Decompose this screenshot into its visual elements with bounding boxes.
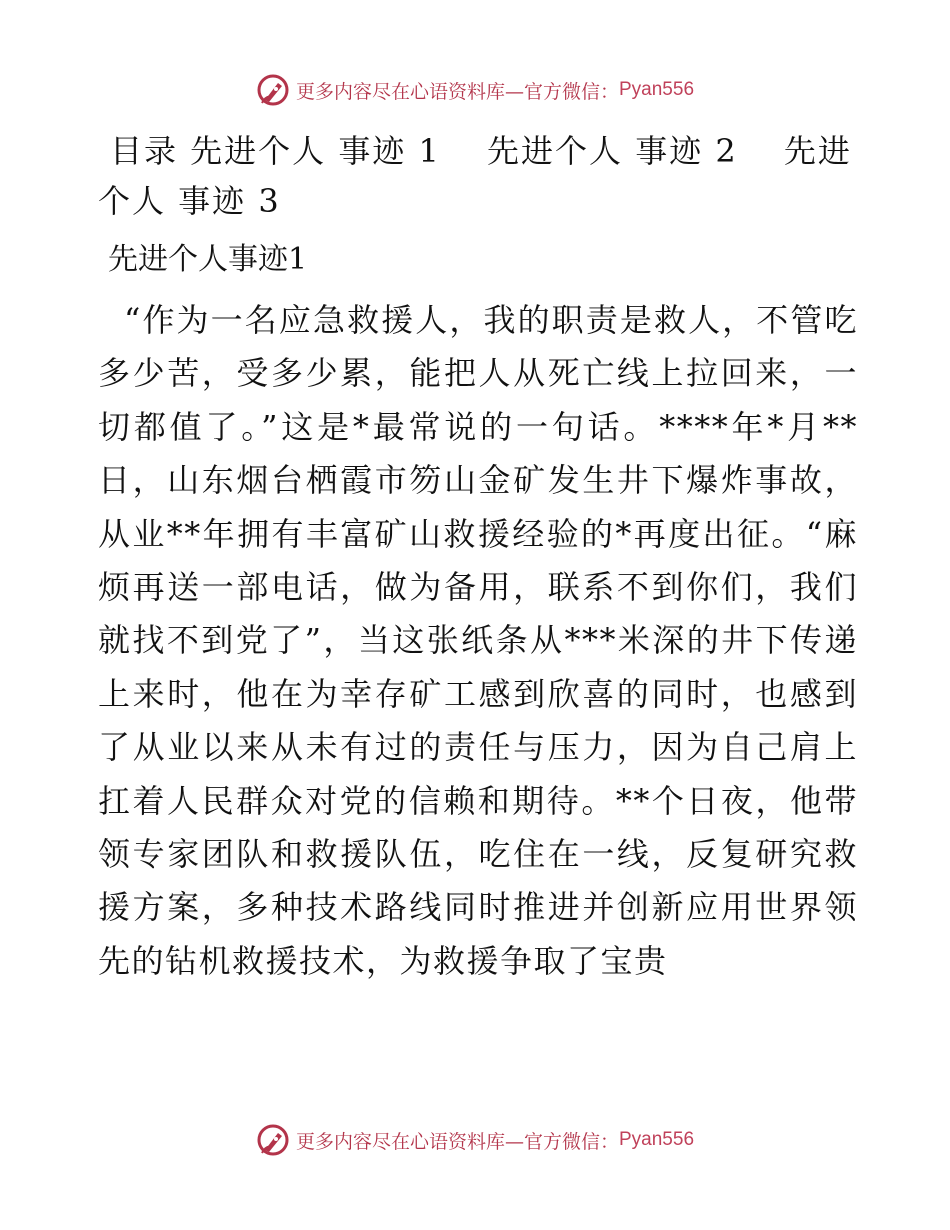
watermark-brand-text: 更多内容尽在心语资料库—官方微信：	[295, 80, 619, 103]
section-title: 先进个人事迹1	[108, 242, 308, 277]
document-body	[98, 126, 858, 988]
pen-nib-circle-icon	[256, 73, 290, 107]
footer-watermark	[0, 1120, 950, 1160]
pen-nib-circle-icon	[256, 1123, 290, 1157]
body-paragraph: “作为一名应急救援人，我的职责是救人，不管吃多少苦，受多少累，能把人从死亡线上拉回来，一切都值了。”这是*最常说的一句话。****年*月**日，山东烟台栖霞市笏山金矿发生井下爆炸事故，从业**年拥有丰富矿山救援经验的*再度出征。“麻烦再送一部电话，做为备用，联系不到你们，我们就找不到党了”，当这张纸条从***米深的井下传递上来时，他在为幸存矿工感到欣喜的同时，也感到了从业以来从未有过的责任与压力，因为自己肩上扛着人民群众对党的信赖和期待。**个日夜，他带领专家团队和救援队伍，吃住在一线，反复研究救援方案，多种技术路线同时推进并创新应用世界领先的钻机救援技术，为救援争取了宝贵	[98, 301, 858, 980]
table-of-contents: 目录 先进个人 事迹 1 先进个人 事迹 2 先进个人 事迹 3	[98, 132, 852, 220]
header-watermark	[0, 70, 950, 110]
watermark-brand-text: 更多内容尽在心语资料库—官方微信：	[295, 1130, 619, 1153]
watermark-contact: Pyan556	[619, 1129, 695, 1150]
watermark-contact: Pyan556	[619, 79, 695, 100]
